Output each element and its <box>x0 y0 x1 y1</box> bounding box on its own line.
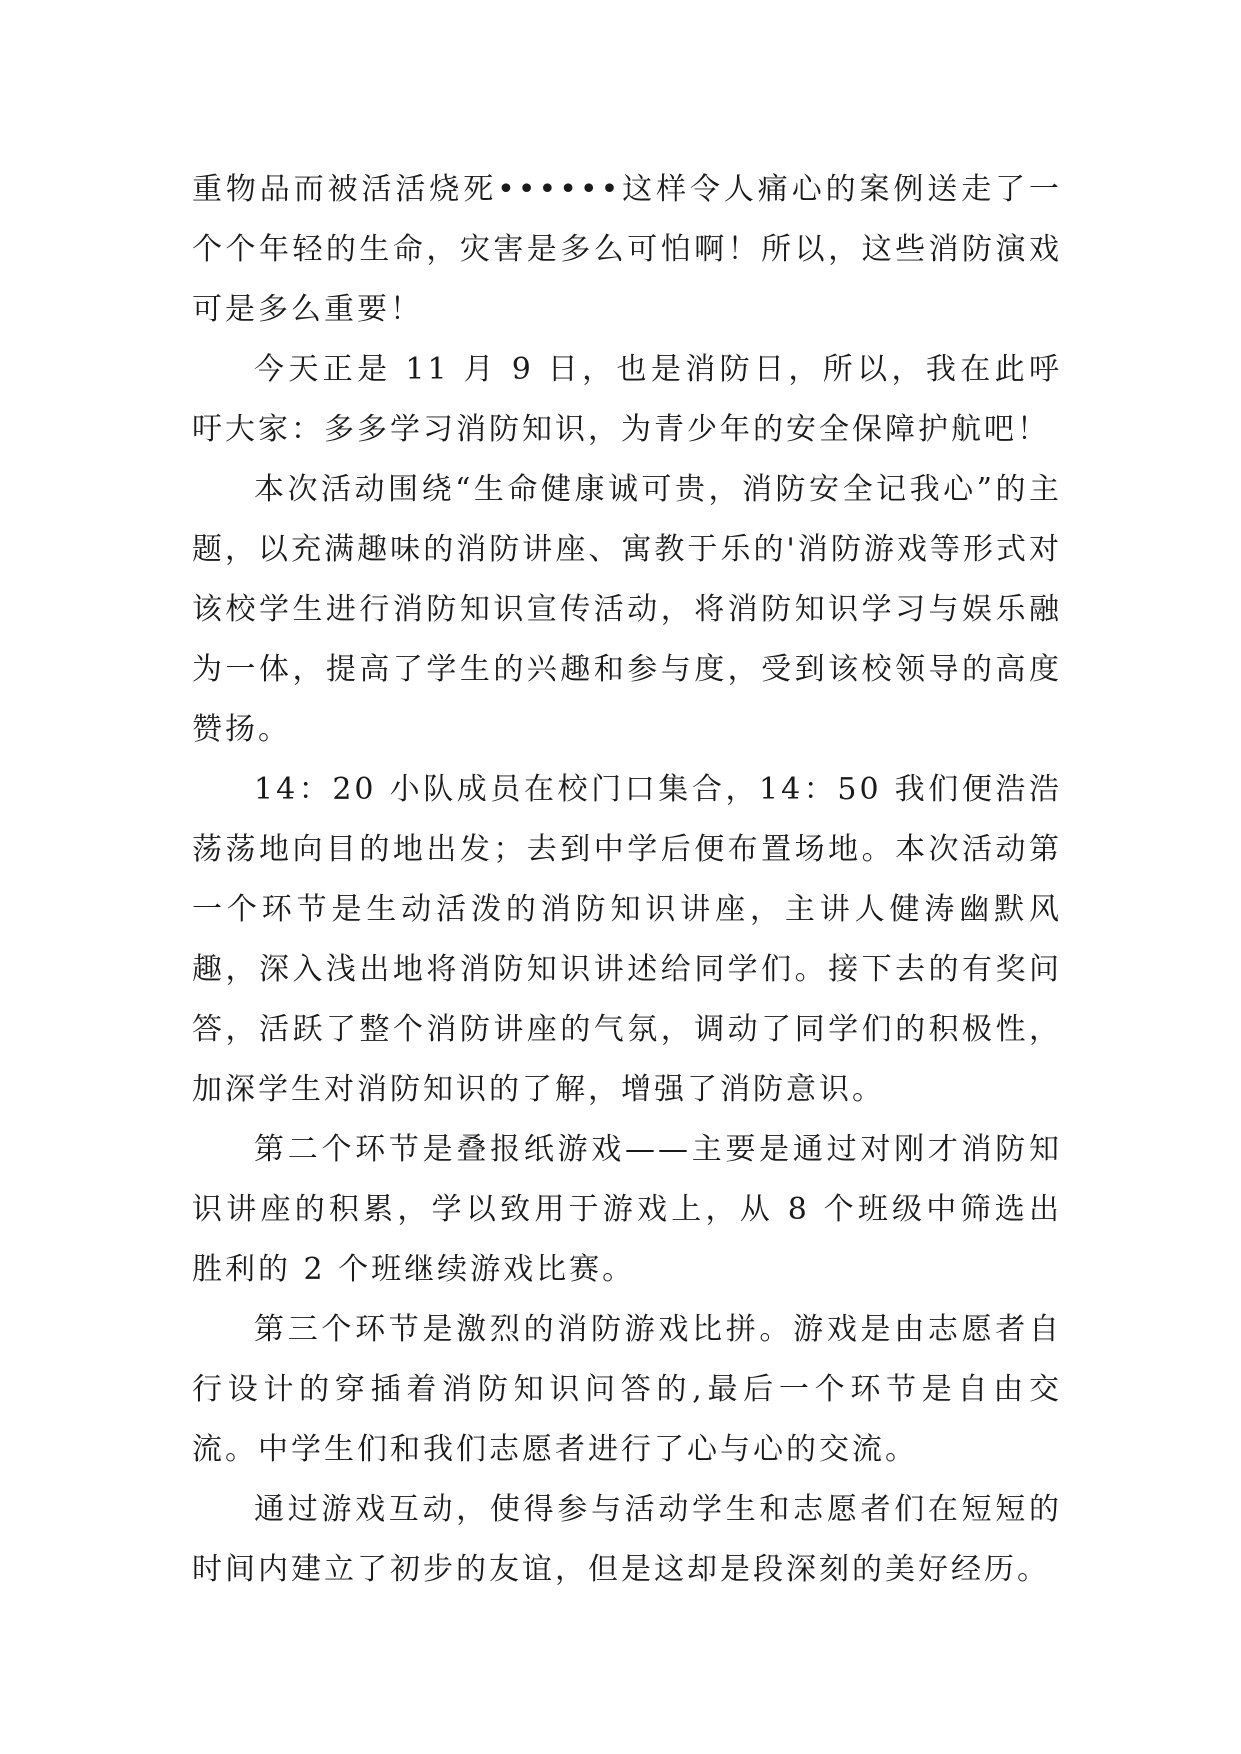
paragraph-newspaper-game: 第二个环节是叠报纸游戏——主要是通过对刚才消防知识讲座的积累，学以致用于游戏上，从 8 个班级中筛选出胜利的 2 个班继续游戏比赛。 <box>192 1132 1062 1287</box>
paragraph-fire-day: 今天正是 11 月 9 日，也是消防日，所以，我在此呼吁大家：多多学习消防知识，为青少年的安全保障护航吧！ <box>192 352 1062 447</box>
paragraph-continuation: 重物品而被活活烧死••••••这样令人痛心的案例送走了一个个年轻的生命，灾害是多么可怕啊！所以，这些消防演戏可是多么重要！ <box>192 172 1062 327</box>
document-body <box>192 160 1062 1600</box>
paragraph-activity-theme: 本次活动围绕“生命健康诚可贵，消防安全记我心”的主题，以充满趣味的消防讲座、寓教于乐的'消防游戏等形式对该校学生进行消防知识宣传活动，将消防知识学习与娱乐融为一体，提高了学生的兴趣和参与度，受到该校领导的高度赞扬。 <box>192 472 1062 747</box>
paragraph-schedule-lecture: 14：20 小队成员在校门口集合，14：50 我们便浩浩荡荡地向目的地出发；去到中学后便布置场地。本次活动第一个环节是生动活泼的消防知识讲座，主讲人健涛幽默风趣，深入浅出地将消防知识讲述给同学们。接下去的有奖问答，活跃了整个消防讲座的气氛，调动了同学们的积极性，加深学生对消防知识的了解，增强了消防意识。 <box>192 772 1062 1107</box>
paragraph-conclusion: 通过游戏互动，使得参与活动学生和志愿者们在短短的时间内建立了初步的友谊，但是这却是段深刻的美好经历。 <box>192 1492 1062 1587</box>
paragraph-fire-game: 第三个环节是激烈的消防游戏比拼。游戏是由志愿者自行设计的穿插着消防知识问答的,最后一个环节是自由交流。中学生们和我们志愿者进行了心与心的交流。 <box>192 1312 1062 1467</box>
